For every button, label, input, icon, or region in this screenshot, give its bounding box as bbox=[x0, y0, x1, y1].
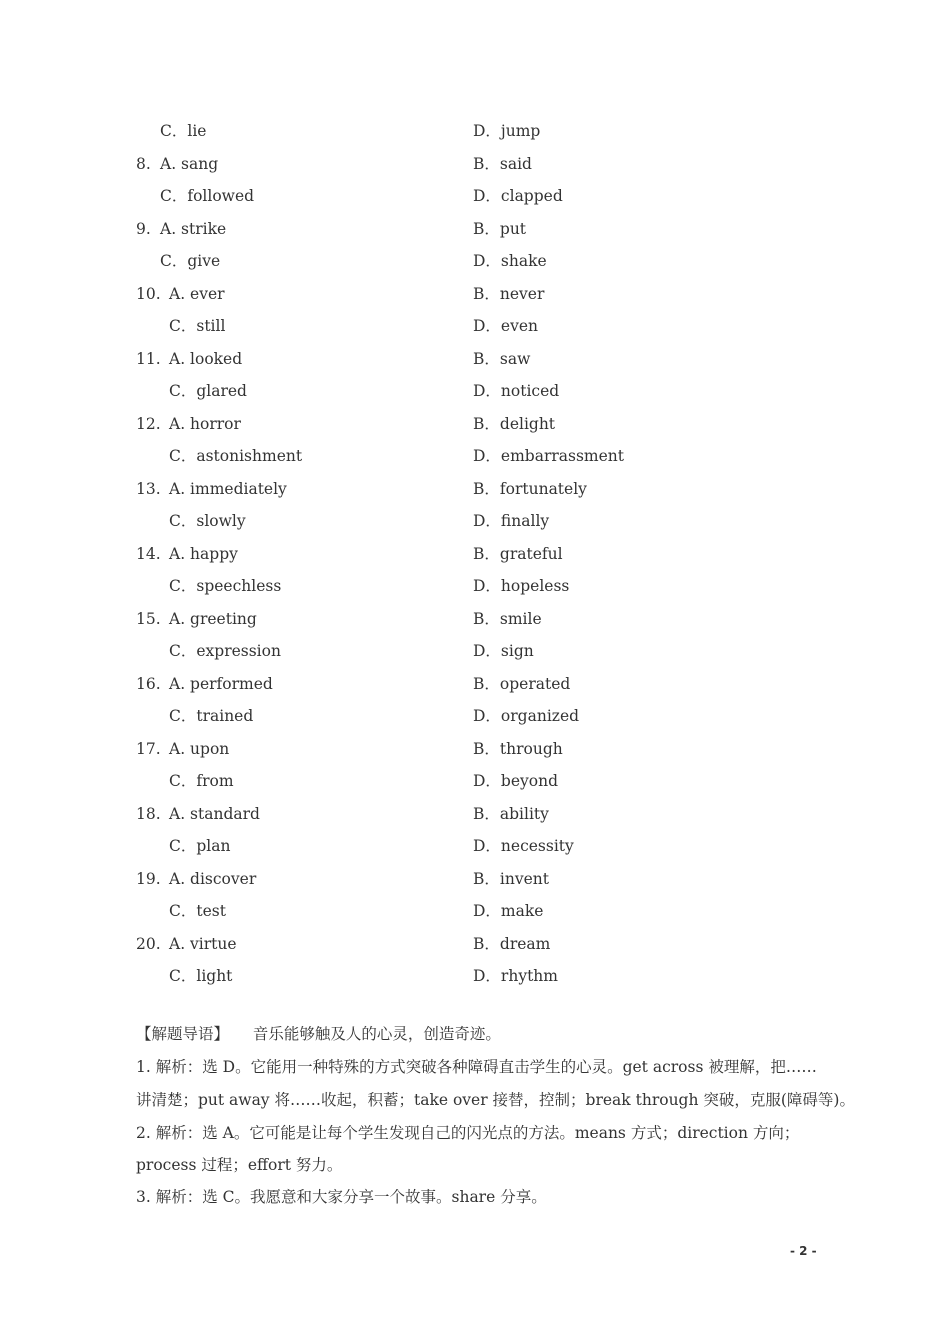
option-row bbox=[0, 312, 950, 340]
option-left: C．followed bbox=[160, 187, 255, 205]
option-row bbox=[0, 150, 950, 178]
option-right: D．sign bbox=[473, 642, 534, 660]
option-row bbox=[0, 540, 950, 568]
option-row bbox=[0, 767, 950, 795]
option-right: B．smile bbox=[473, 609, 542, 628]
option-row bbox=[0, 930, 950, 958]
option-left: A. upon bbox=[169, 739, 230, 758]
option-row bbox=[0, 572, 950, 600]
option-left: A. looked bbox=[169, 349, 243, 368]
question-number: 10. bbox=[136, 284, 161, 303]
option-row bbox=[0, 345, 950, 373]
option-row bbox=[0, 735, 950, 763]
option-right: B．dream bbox=[473, 934, 551, 953]
guide-line bbox=[136, 1021, 816, 1047]
option-left: A. strike bbox=[160, 219, 227, 238]
option-right: B．through bbox=[473, 739, 563, 758]
option-right: D．rhythm bbox=[473, 967, 558, 985]
option-right: B．said bbox=[473, 154, 532, 173]
option-right: B．never bbox=[473, 284, 545, 303]
option-left: C．glared bbox=[169, 382, 247, 400]
explanation-line: 3. 解析：选 C。我愿意和大家分享一个故事。share 分享。 bbox=[136, 1188, 547, 1206]
question-number: 11. bbox=[136, 349, 161, 368]
option-row bbox=[0, 865, 950, 893]
option-left: A. horror bbox=[169, 414, 241, 433]
option-right: D．even bbox=[473, 317, 539, 335]
option-row bbox=[0, 605, 950, 633]
option-right: D．jump bbox=[473, 122, 541, 140]
option-row bbox=[0, 832, 950, 860]
option-right: D．clapped bbox=[473, 187, 563, 205]
option-row bbox=[0, 702, 950, 730]
guide-text: 音乐能够触及人的心灵，创造奇迹。 bbox=[252, 1025, 501, 1043]
option-left: C．lie bbox=[160, 122, 207, 140]
option-right: D．make bbox=[473, 902, 544, 920]
option-right: D．finally bbox=[473, 512, 550, 530]
option-row bbox=[0, 475, 950, 503]
option-left: A. happy bbox=[169, 544, 238, 563]
option-row bbox=[0, 442, 950, 470]
question-number: 17. bbox=[136, 739, 161, 758]
explanation-line: 讲清楚；put away 将……收起，积蓄；take over 接替，控制；break through 突破，克服(障碍等)。 bbox=[136, 1091, 855, 1109]
guide-title: 【解题导语】 bbox=[136, 1025, 230, 1043]
option-left: C．expression bbox=[169, 642, 281, 660]
option-right: B．put bbox=[473, 219, 527, 238]
option-left: A. immediately bbox=[169, 479, 287, 498]
explanation-line: 2. 解析：选 A。它可能是让每个学生发现自己的闪光点的方法。means 方式；direction 方向； bbox=[136, 1124, 800, 1142]
option-left: C．light bbox=[169, 967, 233, 985]
option-left: C．test bbox=[169, 902, 226, 920]
option-left: C．from bbox=[169, 772, 234, 790]
option-right: D．beyond bbox=[473, 772, 559, 790]
option-left: C．slowly bbox=[169, 512, 246, 530]
option-left: C．astonishment bbox=[169, 447, 303, 465]
question-number: 15. bbox=[136, 609, 161, 628]
question-number: 9. bbox=[136, 219, 151, 238]
option-right: B．invent bbox=[473, 869, 549, 888]
option-right: D．organized bbox=[473, 707, 580, 725]
option-left: A. discover bbox=[169, 869, 257, 888]
page-number: - 2 - bbox=[790, 1244, 817, 1258]
option-left: A. ever bbox=[169, 284, 225, 303]
option-row bbox=[0, 280, 950, 308]
option-left: C．trained bbox=[169, 707, 254, 725]
explanation-line: 1. 解析：选 D。它能用一种特殊的方式突破各种障碍直击学生的心灵。get across 被理解，把…… bbox=[136, 1058, 817, 1076]
option-row bbox=[0, 507, 950, 535]
question-number: 8. bbox=[136, 154, 151, 173]
option-left: C．still bbox=[169, 317, 226, 335]
question-number: 14. bbox=[136, 544, 161, 563]
option-row bbox=[0, 637, 950, 665]
question-number: 18. bbox=[136, 804, 161, 823]
option-left: A. greeting bbox=[169, 609, 257, 628]
question-number: 20. bbox=[136, 934, 161, 953]
option-row bbox=[0, 117, 950, 145]
option-right: D．embarrassment bbox=[473, 447, 625, 465]
option-right: B．fortunately bbox=[473, 479, 587, 498]
question-number: 16. bbox=[136, 674, 161, 693]
option-left: A. virtue bbox=[169, 934, 237, 953]
question-number: 19. bbox=[136, 869, 161, 888]
question-number: 13. bbox=[136, 479, 161, 498]
option-right: B．saw bbox=[473, 349, 531, 368]
explanation-line: process 过程；effort 努力。 bbox=[136, 1156, 343, 1174]
option-right: D．noticed bbox=[473, 382, 560, 400]
option-row bbox=[0, 410, 950, 438]
option-row bbox=[0, 962, 950, 990]
option-right: B．grateful bbox=[473, 544, 563, 563]
option-row bbox=[0, 247, 950, 275]
option-right: D．shake bbox=[473, 252, 547, 270]
option-row bbox=[0, 182, 950, 210]
option-right: B．operated bbox=[473, 674, 571, 693]
option-left: C．give bbox=[160, 252, 221, 270]
option-right: B．delight bbox=[473, 414, 556, 433]
option-right: D．hopeless bbox=[473, 577, 570, 595]
option-left: A. standard bbox=[169, 804, 260, 823]
option-row bbox=[0, 897, 950, 925]
option-row bbox=[0, 215, 950, 243]
option-left: C．plan bbox=[169, 837, 231, 855]
option-right: D．necessity bbox=[473, 837, 574, 855]
option-row bbox=[0, 377, 950, 405]
option-row bbox=[0, 800, 950, 828]
option-left: A. sang bbox=[160, 154, 219, 173]
question-number: 12. bbox=[136, 414, 161, 433]
option-right: B．ability bbox=[473, 804, 549, 823]
option-left: C．speechless bbox=[169, 577, 282, 595]
option-left: A. performed bbox=[169, 674, 273, 693]
option-row bbox=[0, 670, 950, 698]
